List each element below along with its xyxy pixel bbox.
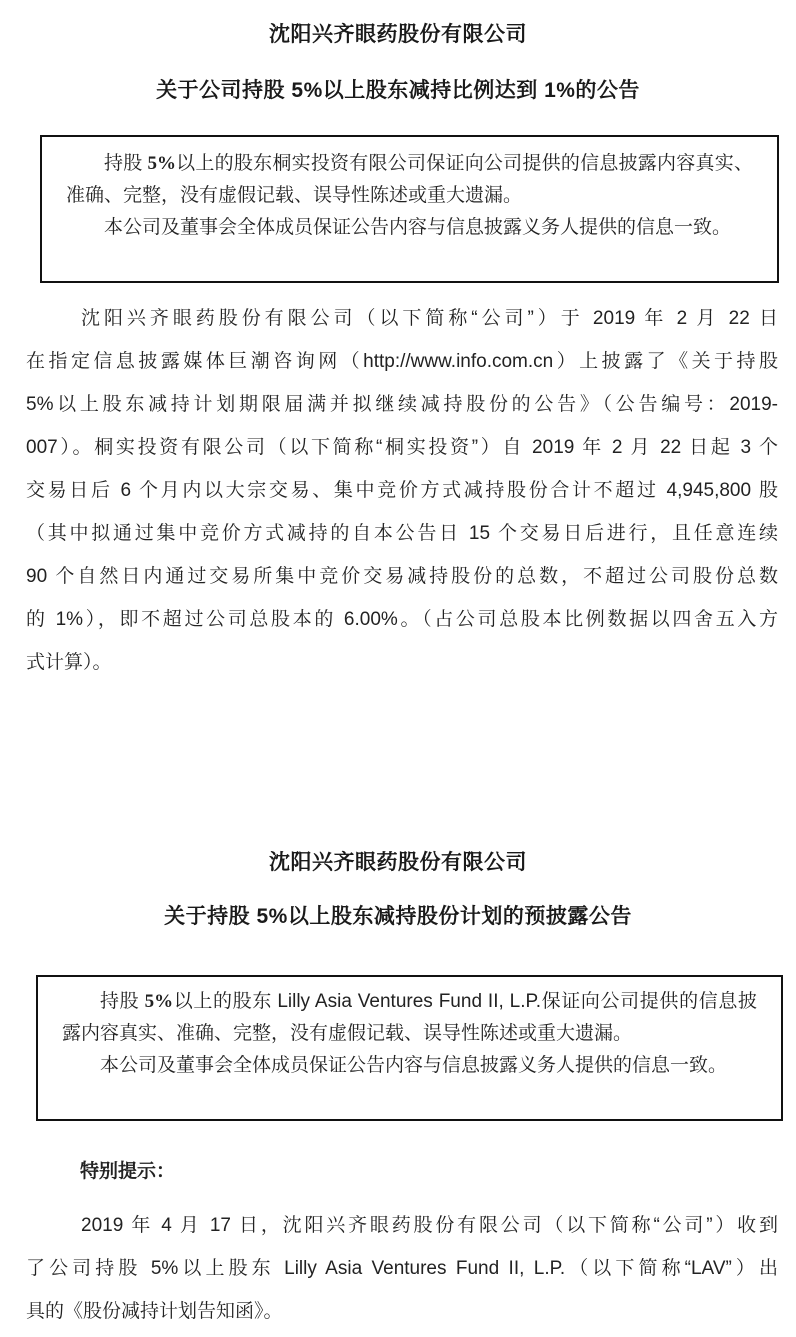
text-bold-percent: 5% bbox=[147, 153, 176, 174]
guarantee-paragraph-shareholder-2 bbox=[62, 986, 757, 1050]
announcement-title-2: 关于持股 5%以上股东减持股份计划的预披露公告 bbox=[164, 905, 632, 928]
body-line: 的 1%），即不超过公司总股本的 6.00%。（占公司总股本比例数据以四舍五入方 bbox=[26, 609, 778, 630]
company-name-heading: 沈阳兴齐眼药股份有限公司 bbox=[269, 23, 527, 46]
body-line: （其中拟通过集中竞价方式减持的自本公告日 15 个交易日后进行，且任意连续 bbox=[26, 523, 778, 544]
body-line: 式计算）。 bbox=[26, 652, 112, 673]
special-hint-label: 特别提示： bbox=[80, 1161, 176, 1182]
text-prefix: 持股 bbox=[100, 991, 145, 1012]
company-name-heading-2: 沈阳兴齐眼药股份有限公司 bbox=[269, 851, 527, 874]
body-line: 007）。桐实投资有限公司（以下简称“桐实投资”）自 2019 年 2 月 22 日起 3 个 bbox=[26, 437, 778, 458]
body-line: 沈阳兴齐眼药股份有限公司（以下简称“公司”）于 2019 年 2 月 22 日 bbox=[81, 308, 779, 329]
text-rest: 以上的股东桐实投资有限公司保证向公司提供的信息披露内容真实、准确、完整，没有虚假记载、误导性陈述或重大遗漏。 bbox=[66, 153, 753, 206]
shareholder-name: Lilly Asia Ventures Fund II, L.P. bbox=[277, 991, 542, 1012]
announcement-body-2 bbox=[26, 1204, 778, 1333]
announcement-body bbox=[26, 297, 778, 684]
text-mid: 以上的股东 bbox=[173, 991, 278, 1012]
body-line: 了公司持股 5%以上股东 Lilly Asia Ventures Fund II, L.P.（以下简称“LAV”）出 bbox=[26, 1258, 778, 1279]
text-bold-percent: 5% bbox=[144, 991, 174, 1012]
text-rest: 保证向公司提供的信息披露内容真实、准确、完整，没有虚假记载、误导性陈述或重大遗漏。 bbox=[62, 991, 757, 1044]
body-line: 2019 年 4 月 17 日，沈阳兴齐眼药股份有限公司（以下简称“公司”）收到 bbox=[81, 1215, 778, 1236]
body-line: 90 个自然日内通过交易所集中竞价交易减持股份的总数，不超过公司股份总数 bbox=[26, 566, 778, 587]
text-prefix: 持股 bbox=[104, 153, 148, 174]
disclosure-guarantee-box-2 bbox=[36, 975, 783, 1121]
guarantee-paragraph-board: 本公司及董事会全体成员保证公告内容与信息披露义务人提供的信息一致。 bbox=[104, 217, 732, 238]
guarantee-paragraph-shareholder bbox=[66, 148, 753, 212]
announcement-title: 关于公司持股 5%以上股东减持比例达到 1%的公告 bbox=[156, 79, 640, 102]
disclosure-guarantee-box bbox=[40, 135, 779, 283]
body-line: 交易日后 6 个月内以大宗交易、集中竞价方式减持股份合计不超过 4,945,800 股 bbox=[26, 480, 778, 501]
body-line: 具的《股份减持计划告知函》。 bbox=[26, 1301, 283, 1322]
body-line: 在指定信息披露媒体巨潮咨询网（http://www.info.com.cn）上披露了《关于持股 bbox=[26, 351, 778, 372]
guarantee-paragraph-board-2: 本公司及董事会全体成员保证公告内容与信息披露义务人提供的信息一致。 bbox=[100, 1055, 728, 1076]
body-line: 5%以上股东减持计划期限届满并拟继续减持股份的公告》（公告编号：2019- bbox=[26, 394, 778, 415]
